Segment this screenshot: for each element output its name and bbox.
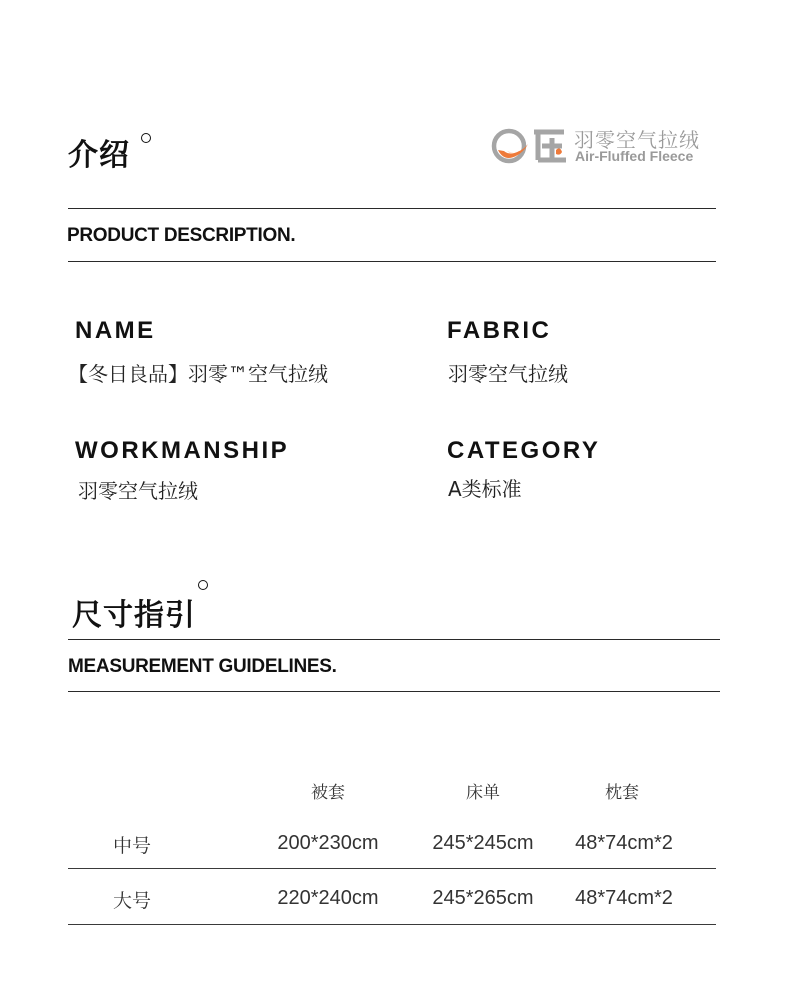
cell-pillowcase-large: 48*74cm*2 xyxy=(575,887,673,909)
cell-sheet-large: 245*265cm xyxy=(432,887,534,909)
workmanship-label: WORKMANSHIP xyxy=(75,437,290,464)
cell-duvet-large: 220*240cm xyxy=(277,887,379,909)
intro-top-rule xyxy=(68,208,716,209)
logo-chinese-name: 羽零空气拉绒 xyxy=(574,128,700,152)
intro-subtitle: PRODUCT DESCRIPTION. xyxy=(67,225,296,246)
title-circle-icon xyxy=(141,133,151,143)
logo-glyph-icon xyxy=(530,128,570,164)
cell-sheet-medium: 245*245cm xyxy=(432,832,534,854)
air-fleece-logo-icon xyxy=(490,126,530,166)
column-header-duvet: 被套 xyxy=(311,783,345,803)
logo-english-name: Air-Fluffed Fleece xyxy=(575,148,694,164)
brand-logo xyxy=(490,126,720,170)
column-header-sheet: 床单 xyxy=(466,783,500,803)
category-label: CATEGORY xyxy=(447,437,601,464)
row-label-medium: 中号 xyxy=(113,835,152,857)
category-value: A类标准 xyxy=(448,477,522,501)
table-row-divider xyxy=(68,868,716,869)
cell-duvet-medium: 200*230cm xyxy=(277,832,379,854)
fabric-value: 羽零空气拉绒 xyxy=(448,362,568,386)
table-bottom-rule xyxy=(68,924,716,925)
size-subtitle: MEASUREMENT GUIDELINES. xyxy=(68,656,337,677)
size-bottom-rule xyxy=(68,691,720,692)
column-header-pillowcase: 枕套 xyxy=(605,783,639,803)
workmanship-value: 羽零空气拉绒 xyxy=(78,479,198,503)
cell-pillowcase-medium: 48*74cm*2 xyxy=(575,832,673,854)
intro-title: 介绍 xyxy=(68,138,130,173)
table-row xyxy=(68,828,718,868)
intro-bottom-rule xyxy=(68,261,716,262)
table-row xyxy=(68,883,718,923)
title-circle-icon xyxy=(198,580,208,590)
size-title: 尺寸指引 xyxy=(72,598,196,633)
size-top-rule xyxy=(68,639,720,640)
name-value: 【冬日良品】羽零™空气拉绒 xyxy=(68,362,328,386)
size-table xyxy=(68,770,718,930)
fabric-label: FABRIC xyxy=(447,317,552,344)
row-label-large: 大号 xyxy=(113,890,152,912)
name-label: NAME xyxy=(75,317,156,344)
